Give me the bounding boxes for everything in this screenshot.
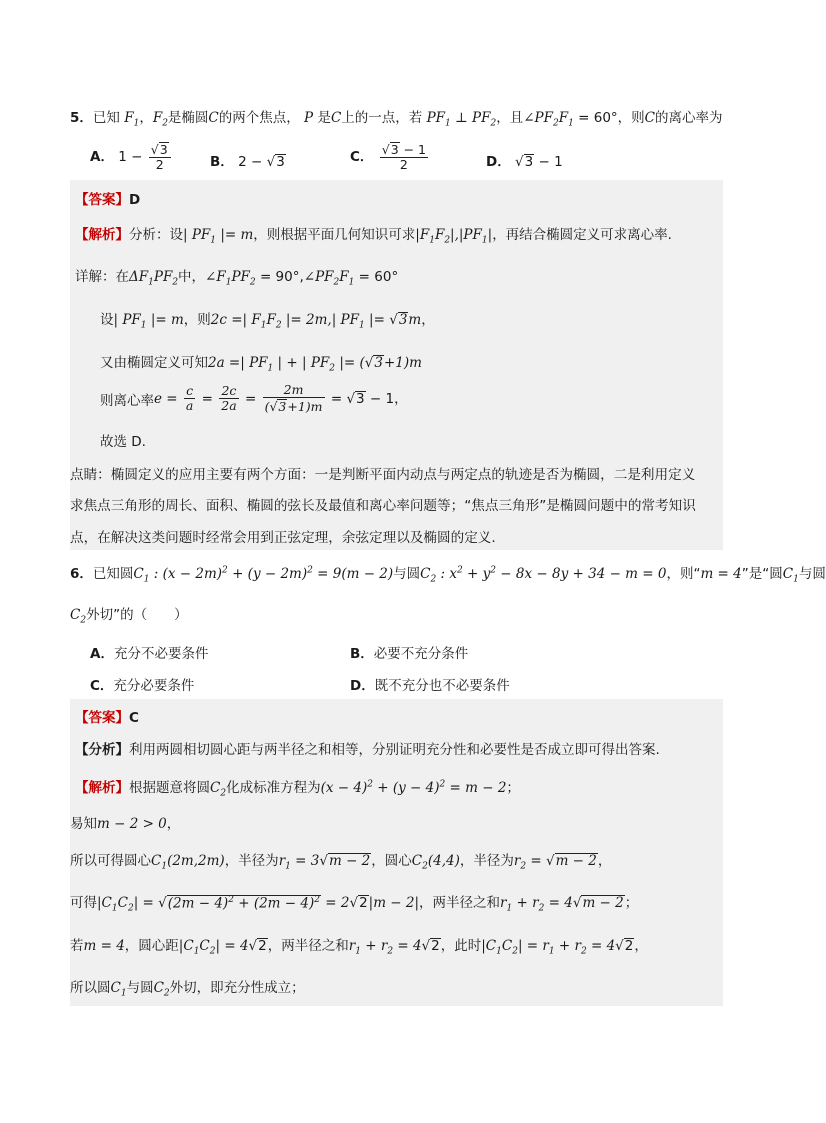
q5-conclusion: 故选 D. xyxy=(100,434,146,450)
q6-option-a: A．充分不必要条件 xyxy=(90,646,209,662)
q5-number: 5． xyxy=(70,110,93,126)
q6-answer: 【答案】C xyxy=(75,710,139,726)
q5-step2: 又由椭圆定义可知2a =| $PF_1$ | + | $PF_2$ |= (√3+1)m xyxy=(100,355,422,374)
q5-answer: 【答案】D xyxy=(75,192,141,208)
q6-option-d: D．既不充分也不必要条件 xyxy=(350,678,510,694)
q5-option-d: D． √3 − 1 xyxy=(486,154,563,170)
q6-solution-line-1: 【解析】根据题意将圆$C_2$化成标准方程为$(x - 4)^2 + (y - 4)^2 = m - 2$； xyxy=(75,779,520,799)
q5-option-c: C． $\frac{√3 - 1}{2}$ xyxy=(350,142,427,173)
q6-stem-line-2: $C_2$外切”的（ ） xyxy=(70,607,188,626)
q6-solution-line-3: 所以可得圆心$C_1(2m,2m)$，半径为$r_1 = 3√m - 2$，圆心$C_2(4,4)$，半径为$r_2 = √m - 2$， xyxy=(70,853,612,872)
q5-option-b: B． 2 − √3 xyxy=(210,154,285,170)
q5-detail: 详解：在$\Delta F_1PF_2$中，$\angle F_1PF_2$ = $90^\circ,\angle PF_2F_1 = 60^\circ$ xyxy=(75,269,399,288)
q6-number: 6． xyxy=(70,566,93,582)
q6-stem-line-1: 6．已知圆$C_1$ : $(x - 2m)^2 + (y - 2m)^2 = 9(m - 2)$与圆$C_2$ : $x^2 + y^2 - 8x - 8y + 34 - m = 0$，则“m = 4”是“圆$C_1$与圆 xyxy=(70,565,826,585)
q5-stem: 5．已知 $F_1$，$F_2$是椭圆C的两个焦点， P 是C上的一点，若 $PF_1$ ⊥ $PF_2$，且$\angle PF_2F_1 = 60^\circ$，则C的离心率为 xyxy=(70,110,723,129)
q6-option-b: B．必要不充分条件 xyxy=(350,646,469,662)
q6-solution-line-2: 易知m − 2 > 0， xyxy=(70,816,181,832)
q6-solution-line-4: 可得$|C_1C_2| = √(2m - 4)^2 + (2m - 4)^2 = 2√2|m - 2|$，两半径之和$r_1 + r_2 = 4√m - 2$； xyxy=(70,894,639,914)
q5-analysis: 【解析】分析：设| $PF_1$ |= m，则根据平面几何知识可求$|F_1F_2|,|PF_1|$，再结合椭圆定义可求离心率. xyxy=(75,227,672,246)
q5-step1: 设| $PF_1$ |= m，则2c =| $F_1F_2$ |= 2m,| $PF_1$ |= √3m， xyxy=(100,312,435,331)
q5-comment-line-1: 点睛：椭圆定义的应用主要有两个方面：一是判断平面内动点与两定点的轨迹是否为椭圆，二是利用定义 xyxy=(70,467,696,483)
q5-option-a: A． 1 − $\frac{√3}{2}$ xyxy=(90,141,173,173)
q5-comment-line-2: 求焦点三角形的周长、面积、椭圆的弦长及最值和离心率问题等；“焦点三角形”是椭圆问题中的常考知识 xyxy=(70,498,696,514)
q6-solution-line-5: 若m = 4，圆心距$|C_1C_2| = 4√2$，两半径之和$r_1 + r_2 = 4√2$，此时$|C_1C_2| = r_1 + r_2 = 4√2$， xyxy=(70,938,648,957)
q5-step3: 则离心率e = $\frac{c}{a}$ = $\frac{2c}{2a}$ = $\frac{2m}{(√3+1)m}$ = √3 − 1， xyxy=(100,382,408,415)
q6-option-c: C．充分必要条件 xyxy=(90,678,195,694)
q6-solution-line-6: 所以圆$C_1$与圆$C_2$外切，即充分性成立； xyxy=(70,980,305,999)
q6-analysis: 【分析】利用两圆相切圆心距与两半径之和相等，分别证明充分性和必要性是否成立即可得出答案. xyxy=(75,742,660,758)
q5-comment-line-3: 点，在解决这类问题时经常会用到正弦定理，余弦定理以及椭圆的定义. xyxy=(70,530,496,546)
